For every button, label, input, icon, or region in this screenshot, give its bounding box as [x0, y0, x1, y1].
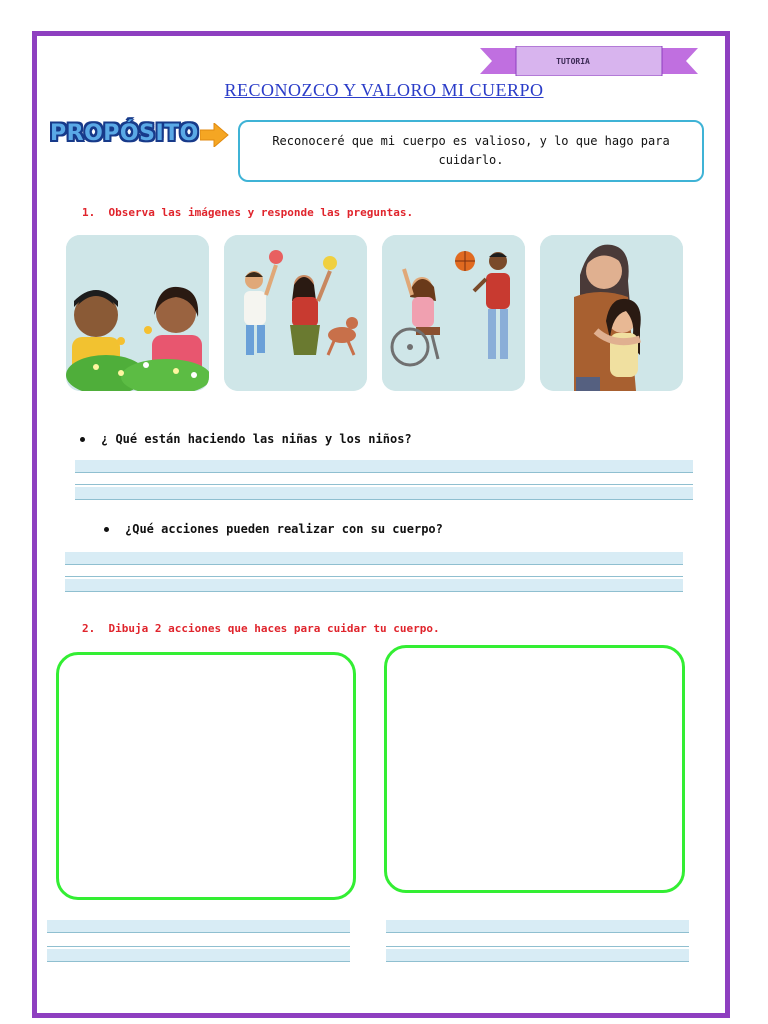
question-2: [104, 522, 443, 536]
question-1: [80, 432, 412, 446]
bullet-icon: [104, 527, 109, 532]
section1-number: 1.: [82, 206, 96, 219]
image-children-pinwheels: [224, 235, 367, 391]
section1-text: Observa las imágenes y responde las preguntas.: [108, 206, 414, 219]
bullet-icon: [80, 437, 85, 442]
section2-instruction: [82, 622, 440, 635]
drawing-box-2[interactable]: [384, 645, 685, 893]
image-children-ball: [382, 235, 525, 391]
purpose-heading: PROPÓSITO: [50, 121, 199, 146]
answer-lines-2[interactable]: [65, 552, 683, 594]
caption-lines-1[interactable]: [47, 920, 350, 962]
image-mother-hug: [540, 235, 683, 391]
drawing-box-1[interactable]: [56, 652, 356, 900]
purpose-text: Reconoceré que mi cuerpo es valioso, y lo que hago para cuidarlo.: [272, 134, 670, 167]
page-title: RECONOZCO Y VALORO MI CUERPO: [224, 80, 544, 100]
caption-lines-2[interactable]: [386, 920, 689, 962]
purpose-box: [238, 120, 704, 182]
section1-instruction: [82, 206, 413, 219]
ribbon-label: TUTORIA: [556, 57, 590, 66]
section2-number: 2.: [82, 622, 96, 635]
image-children-garden: [66, 235, 209, 391]
answer-lines-1[interactable]: [75, 460, 693, 502]
question-1-text: ¿ Qué están haciendo las niñas y los niños?: [101, 432, 412, 446]
question-2-text: ¿Qué acciones pueden realizar con su cuerpo?: [125, 522, 443, 536]
section2-text: Dibuja 2 acciones que haces para cuidar tu cuerpo.: [108, 622, 440, 635]
arrow-right-icon: [200, 123, 230, 147]
